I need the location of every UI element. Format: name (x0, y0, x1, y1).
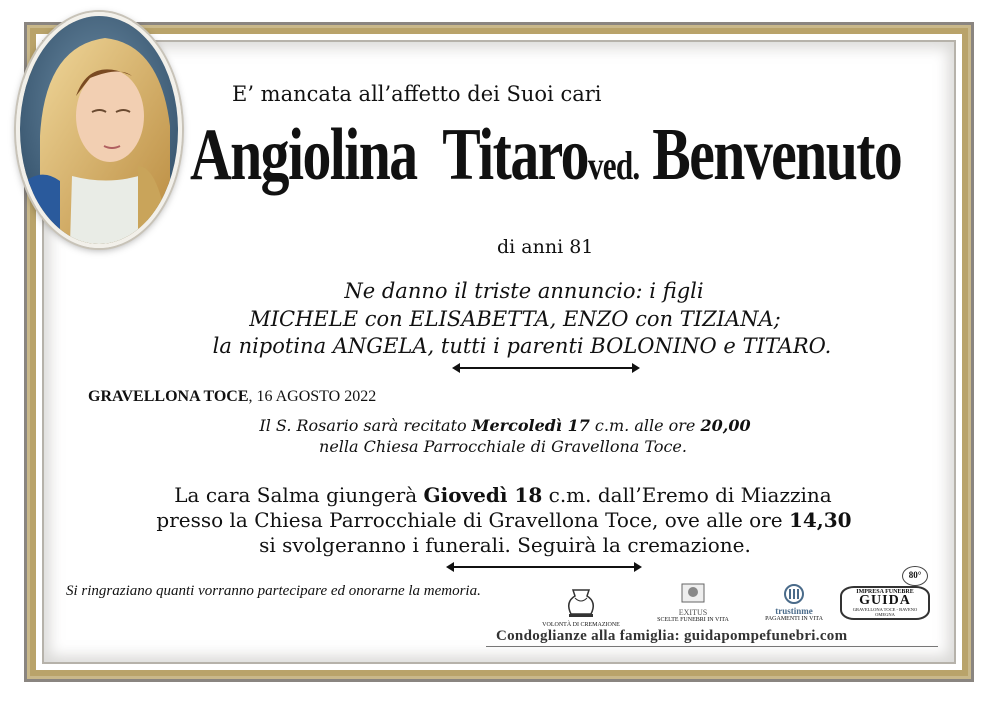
condolences-link[interactable]: Condoglianze alla famiglia: guidapompefunebri.com (496, 628, 848, 644)
salma-l2-pre: presso la Chiesa Parrocchiale di Gravellona Toce, ove alle ore (156, 508, 789, 532)
divider-bottom (450, 566, 638, 568)
cremation-caption: VOLONTÀ DI CREMAZIONE (542, 622, 620, 628)
anniversary-badge: 80° (902, 566, 928, 586)
exitus-name: EXITUS (678, 608, 708, 617)
rosary-mid: c.m. alle ore (589, 416, 701, 435)
trustinme-caption: PAGAMENTI IN VITA (765, 616, 823, 622)
guida-emblem (840, 586, 930, 620)
thanks-text: Si ringraziano quanti vorranno partecipare ed onorarne la memoria. (66, 583, 481, 599)
first-name: Angiolina (190, 114, 417, 196)
age-text: di anni 81 (497, 236, 594, 258)
guida-sub2: OMEGNA (875, 612, 895, 617)
urn-icon (561, 586, 601, 620)
trustinme-name: trustinme (775, 606, 813, 616)
rosary-line-1 (0, 416, 1000, 436)
widow-of: ved. (587, 143, 640, 188)
intro-text: E’ mancata all’affetto dei Suoi cari (232, 82, 602, 106)
divider-top (456, 367, 636, 369)
exitus-caption: SCELTE FUNEBRI IN VITA (657, 617, 729, 623)
cremation-logo (536, 586, 626, 628)
salma-day: Giovedì 18 (423, 483, 543, 507)
guida-sub: GRAVELLONA TOCE - BAVENO (852, 607, 918, 612)
rosary-day: Mercoledì 17 (471, 416, 590, 435)
announcement-line-3: la nipotina ANGELA, tutti i parenti BOLONINO e TITARO. (212, 334, 832, 358)
rosary-line-2: nella Chiesa Parrocchiale di Gravellona Toce. (319, 437, 687, 456)
trustinme-icon (782, 584, 806, 604)
madonna-image (20, 16, 178, 244)
married-name: Benvenuto (652, 114, 902, 196)
date: , 16 AGOSTO 2022 (248, 388, 377, 405)
rosary-time: 20,00 (700, 416, 751, 435)
announcement-line-2: MICHELE con ELISABETTA, ENZO con TIZIANA; (249, 307, 781, 331)
last-name: Titaro (442, 114, 588, 196)
salma-time: 14,30 (788, 508, 852, 532)
announcement-line-1: Ne danno il triste annuncio: i figli (344, 279, 704, 303)
madonna-portrait (16, 12, 182, 248)
salma-line-3: si svolgeranno i funerali. Seguirà la cremazione. (259, 533, 751, 557)
guida-top-text: IMPRESA FUNEBRE (856, 589, 914, 595)
guida-logo (838, 566, 934, 624)
salma-line-1 (0, 483, 1000, 508)
town: GRAVELLONA TOCE (88, 388, 249, 405)
rosary-pre: Il S. Rosario sarà recitato (259, 416, 472, 435)
deceased-name (190, 114, 902, 196)
condolences-underline (486, 646, 938, 647)
salma-post: c.m. dall’Eremo di Miazzina (542, 483, 832, 507)
guida-name: GUIDA (859, 593, 911, 608)
exitus-logo (648, 582, 738, 623)
exitus-emblem-icon (678, 582, 708, 606)
salma-pre: La cara Salma giungerà (174, 483, 424, 507)
salma-line-2 (0, 508, 1000, 533)
place-date (88, 388, 376, 406)
trustinme-logo (752, 584, 836, 622)
